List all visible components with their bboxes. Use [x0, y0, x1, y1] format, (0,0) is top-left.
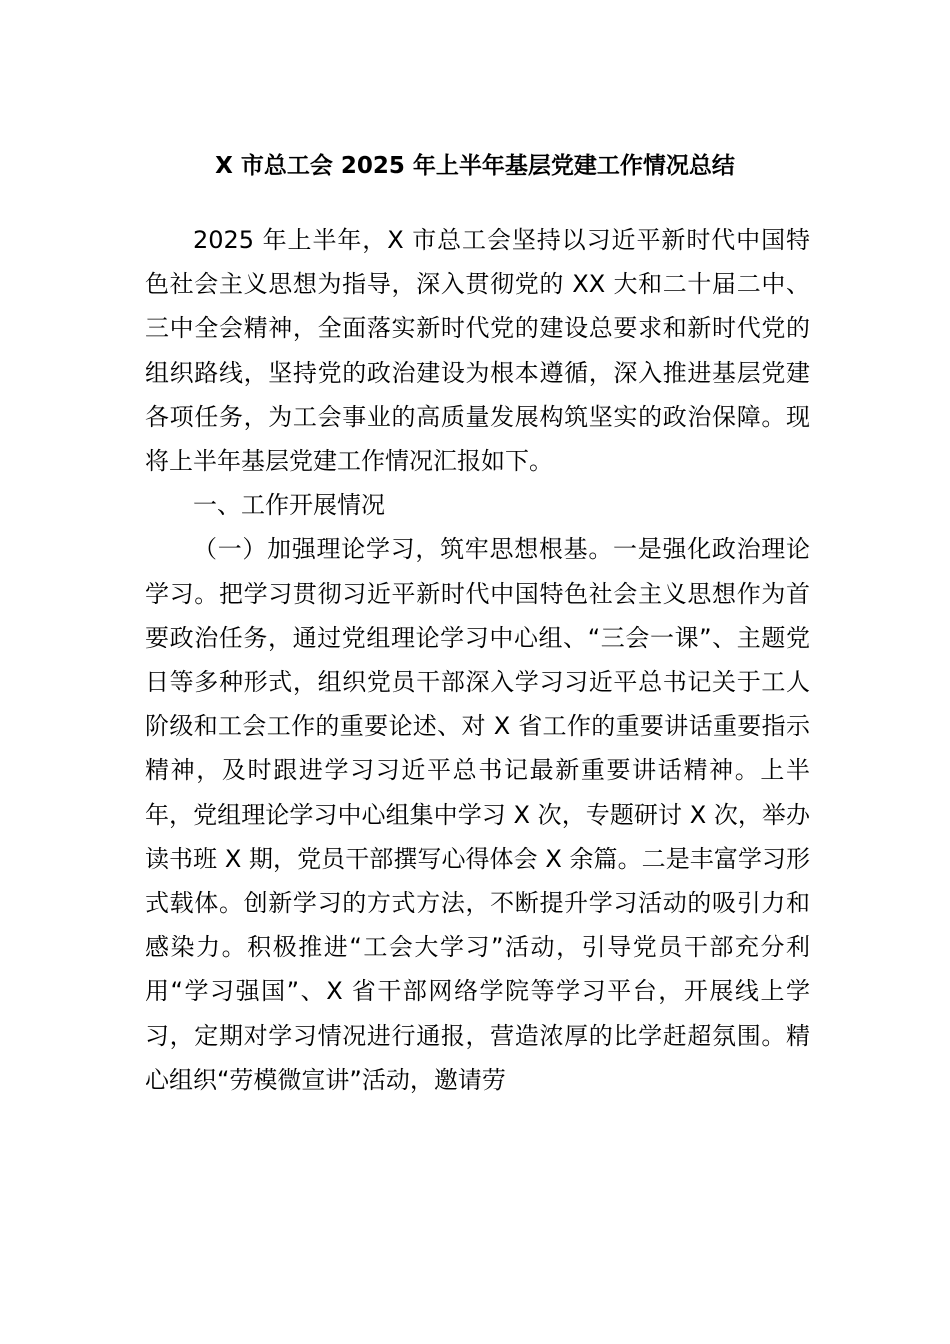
intro-paragraph: 2025 年上半年，X 市总工会坚持以习近平新时代中国特色社会主义思想为指导，深入贯彻党的 XX 大和二十届二中、三中全会精神，全面落实新时代党的建设总要求和新时代党的组织路线，坚持党的政治建设为根本遵循，深入推进基层党建各项任务，为工会事业的高质量发展构筑坚实的政治保障。现将上半年基层党建工作情况汇报如下。: [145, 226, 810, 476]
section-heading: 一、工作开展情况: [193, 491, 385, 520]
document-body: [145, 218, 810, 1102]
body-paragraph: （一）加强理论学习，筑牢思想根基。一是强化政治理论学习。把学习贯彻习近平新时代中国特色社会主义思想作为首要政治任务，通过党组理论学习中心组、“三会一课”、主题党日等多种形式，组织党员干部深入学习习近平总书记关于工人阶级和工会工作的重要论述、对 X 省工作的重要讲话重要指示精神，及时跟进学习习近平总书记最新重要讲话精神。上半年，党组理论学习中心组集中学习 X 次，专题研讨 X 次，举办读书班 X 期，党员干部撰写心得体会 X 余篇。二是丰富学习形式载体。创新学习的方式方法，不断提升学习活动的吸引力和感染力。积极推进“工会大学习”活动，引导党员干部充分利用“学习强国”、X 省干部网络学院等学习平台，开展线上学习，定期对学习情况进行通报，营造浓厚的比学赶超氛围。精心组织“劳模微宣讲”活动，邀请劳: [145, 535, 810, 1094]
document-title: X 市总工会 2025 年上半年基层党建工作情况总结: [215, 153, 735, 179]
